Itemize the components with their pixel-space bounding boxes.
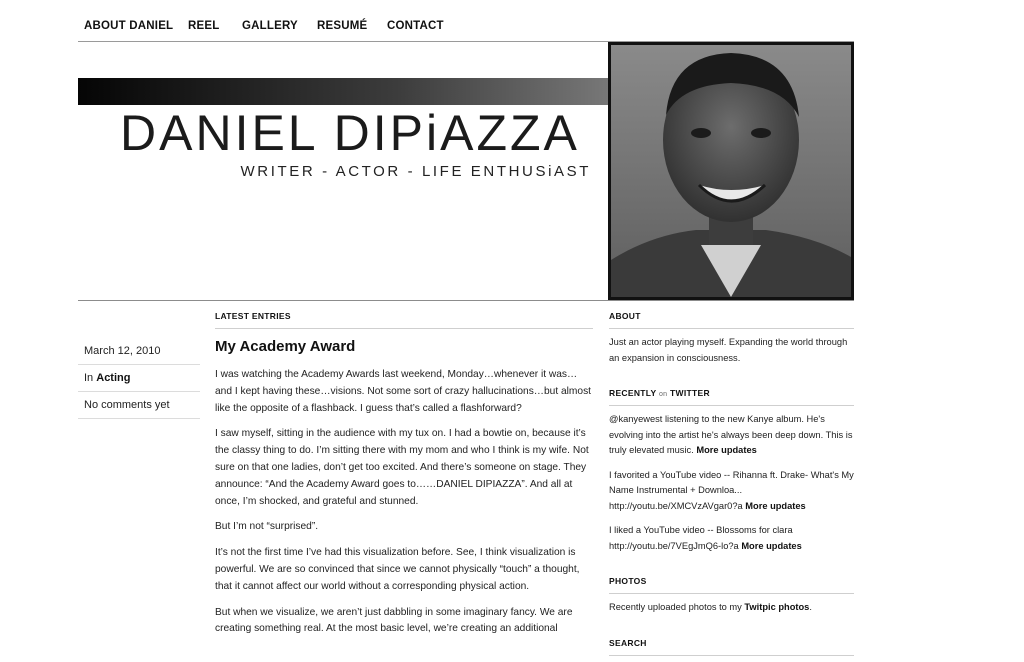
nav-reel[interactable]: REEL (188, 20, 220, 32)
site-name[interactable]: DANIEL DIPiAZZA (120, 105, 580, 161)
post-category (78, 365, 200, 392)
twitter-heading-recently: RECENTLY (609, 388, 657, 398)
post-paragraph: But I’m not “surprised”. (215, 521, 319, 533)
post-comments-link[interactable]: No comments yet (78, 392, 200, 419)
site-header (78, 42, 854, 300)
twitpic-photos-link[interactable]: Twitpic photos (744, 602, 810, 612)
post-category-link[interactable]: Acting (96, 372, 131, 384)
twitter-heading (609, 383, 854, 406)
photos-heading: PHOTOS (609, 571, 854, 594)
about-text: Just an actor playing myself. Expanding the world through an expansion in consciousness. (609, 337, 848, 363)
post-category-prefix: In (84, 372, 94, 384)
photos-text (609, 600, 854, 616)
post-paragraph: I was watching the Academy Awards last weekend, Monday…whenever it was…and I kept having these…visions. Not some sort of crazy hallucinations…but almost like the opposite of a flashback. I guess that’s called a flashforward? (215, 369, 591, 414)
top-nav (78, 0, 854, 42)
more-updates-link[interactable]: More updates (745, 500, 806, 511)
tweet-item (609, 412, 854, 459)
nav-about-daniel[interactable]: ABOUT DANIEL (84, 20, 174, 32)
post-title[interactable]: My Academy Award (215, 338, 356, 355)
more-updates-link[interactable]: More updates (696, 445, 757, 455)
post-paragraph: I saw myself, sitting in the audience with my tux on. I had a bowtie on, because it’s the classy thing to do. I’m sitting there with my mom and who I think is my wife. Not sure on that one ladies, don’t get too excited. And there’s someone on stage. They announce: “And the Academy Award goes to……DANIEL DIPIAZZA”. And all at once, I’m shocked, and grateful and stunned. (215, 428, 589, 507)
site-tagline: WRITER - ACTOR - LIFE ENTHUSiAST (240, 163, 591, 180)
tweet-text: I liked a YouTube video -- Blossoms for clara http://youtu.be/7VEgJmQ6-lo?a (609, 525, 793, 551)
more-updates-link[interactable]: More updates (741, 540, 802, 551)
search-heading: SEARCH (609, 633, 854, 656)
twitter-heading-twitter: TWITTER (670, 388, 710, 398)
post-paragraph: It’s not the first time I’ve had this visualization before. See, I think visualization is powerful. We are so convinced that since we cannot physically “touch” a thought, that it cannot affect our world without a corresponding physical action. (215, 547, 580, 592)
portrait-photo (608, 42, 854, 300)
post-paragraph: But when we visualize, we aren’t just dabbling in some imaginary fancy. We are creating something real. At the most basic level, we’re creating an additional (215, 606, 573, 635)
nav-gallery[interactable]: GALLERY (242, 20, 298, 32)
main-content (215, 306, 593, 647)
tweet-text: I favorited a YouTube video -- Rihanna ft. Drake- What's My Name Instrumental + Downloa... http://youtu.be/XMCVzAVgar0?a (609, 469, 854, 511)
post-date: March 12, 2010 (78, 338, 200, 365)
header-divider (78, 300, 854, 301)
twitter-heading-on: on (658, 391, 668, 398)
tweet-text: @kanyewest listening to the new Kanye album. He's evolving into the artist he's always been deep down. This is truly elevated music. (609, 414, 853, 455)
header-bar (78, 78, 608, 105)
tweet-item (609, 523, 854, 554)
sidebar (609, 306, 854, 662)
photos-text-prefix: Recently uploaded photos to my (609, 602, 742, 612)
about-heading: ABOUT (609, 306, 854, 329)
portrait-illustration (611, 45, 851, 297)
nav-resume[interactable]: RESUMÉ (317, 20, 368, 32)
latest-entries-heading: LATEST ENTRIES (215, 306, 593, 329)
nav-contact[interactable]: CONTACT (387, 20, 444, 32)
post-meta (78, 338, 200, 419)
photos-text-end: . (809, 602, 812, 612)
tweet-item (609, 468, 854, 515)
